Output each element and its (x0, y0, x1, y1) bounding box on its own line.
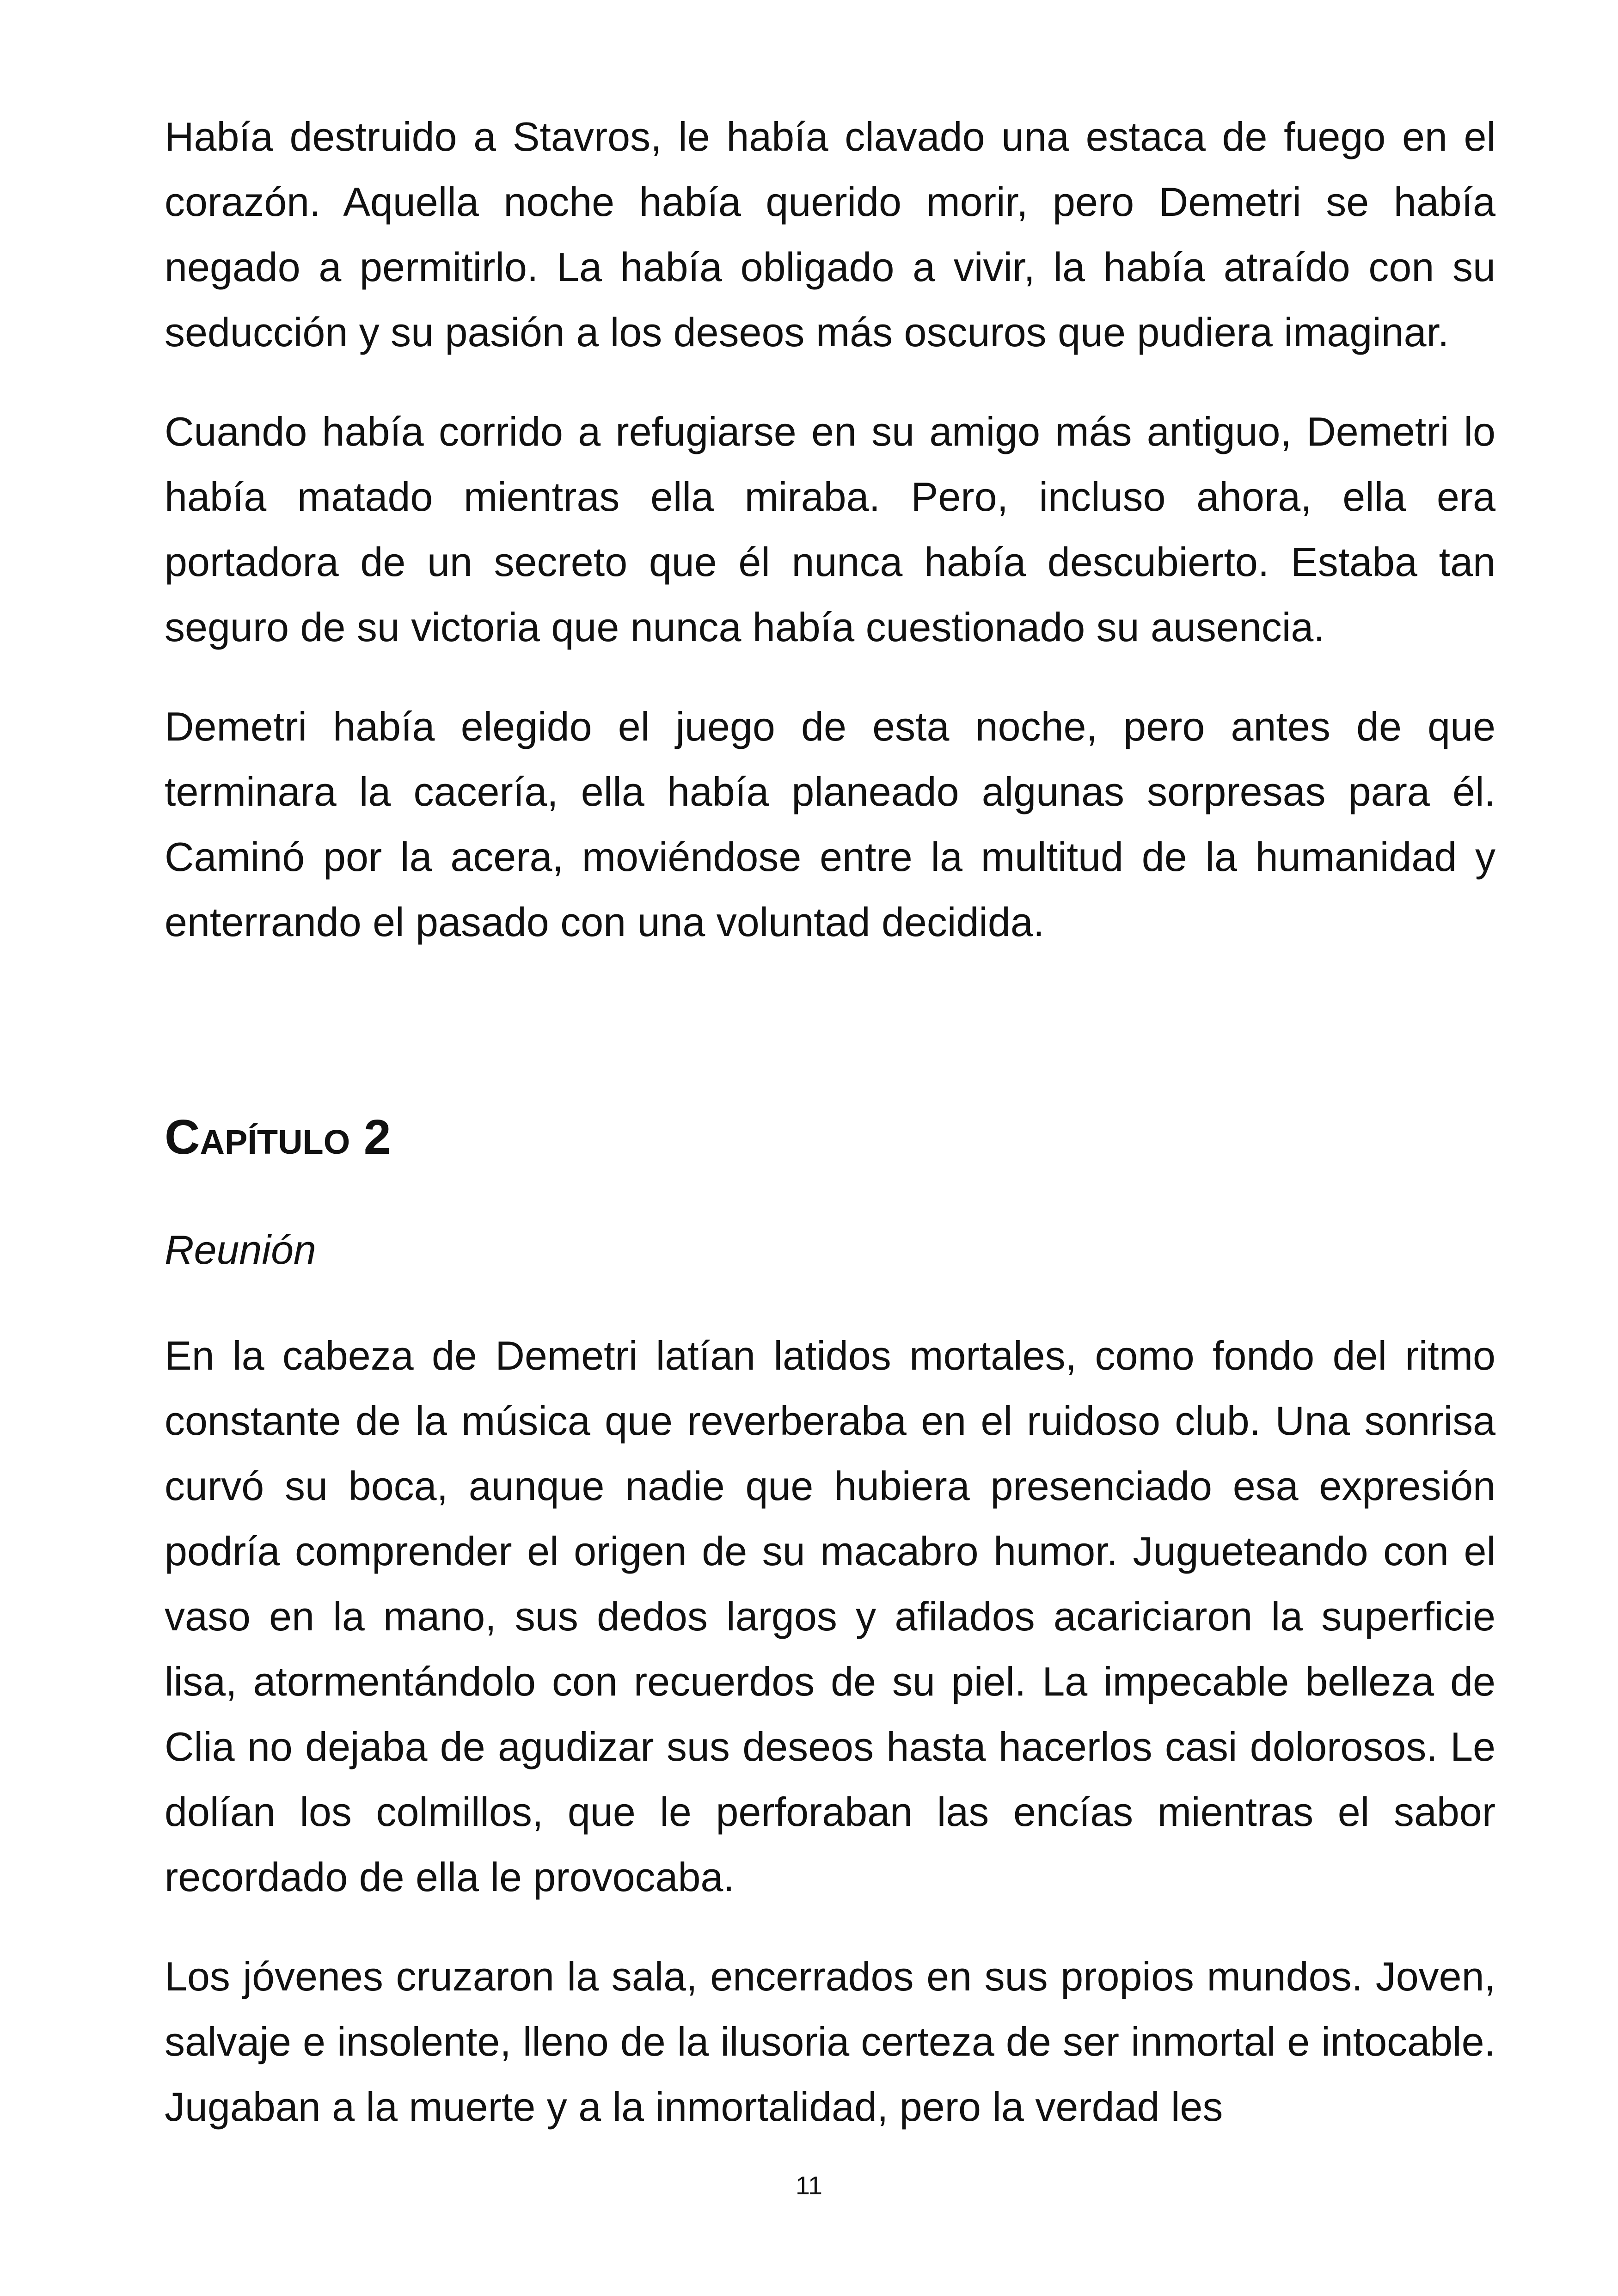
section-spacer (165, 955, 1495, 1107)
page-number: 11 (795, 2171, 823, 2200)
chapter-title: Capítulo 2 (165, 1110, 391, 1164)
chapter-subtitle: Reunión (165, 1227, 316, 1273)
page-body (165, 104, 1495, 2139)
paragraph-4: En la cabeza de Demetri latían latidos mortales, como fondo del ritmo constante de la música que reverberaba en el ruidoso club. Una sonrisa curvó su boca, aunque nadie que hubiera presenciado esa expresión podría comprender el origen de su macabro humor. Jugueteando con el vaso en la mano, sus dedos largos y afilados acariciaron la superficie lisa, atormentándolo con recuerdos de su piel. La impecable belleza de Clia no dejaba de agudizar sus deseos hasta hacerlos casi dolorosos. Le dolían los colmillos, que le perforaban las encías mientras el sabor recordado de ella le provocaba. (165, 1333, 1495, 1900)
paragraph-5: Los jóvenes cruzaron la sala, encerrados en sus propios mundos. Joven, salvaje e insolente, lleno de la ilusoria certeza de ser inmortal e intocable. Jugaban a la muerte y a la inmortalidad, pero la verdad les (165, 1953, 1495, 2130)
paragraph-1: Había destruido a Stavros, le había clavado una estaca de fuego en el corazón. Aquella noche había querido morir, pero Demetri se había negado a permitirlo. La había obligado a vivir, la había atraído con su seducción y su pasión a los deseos más oscuros que pudiera imaginar. (165, 114, 1495, 355)
paragraph-2: Cuando había corrido a refugiarse en su amigo más antiguo, Demetri lo había matado mientras ella miraba. Pero, incluso ahora, ella era portadora de un secreto que él nunca había descubierto. Estaba tan seguro de su victoria que nunca había cuestionado su ausencia. (165, 409, 1495, 650)
paragraph-3: Demetri había elegido el juego de esta noche, pero antes de que terminara la cacería, ella había planeado algunas sorpresas para él. Caminó por la acera, moviéndose entre la multitud de la humanidad y enterrando el pasado con una voluntad decidida. (165, 704, 1495, 945)
